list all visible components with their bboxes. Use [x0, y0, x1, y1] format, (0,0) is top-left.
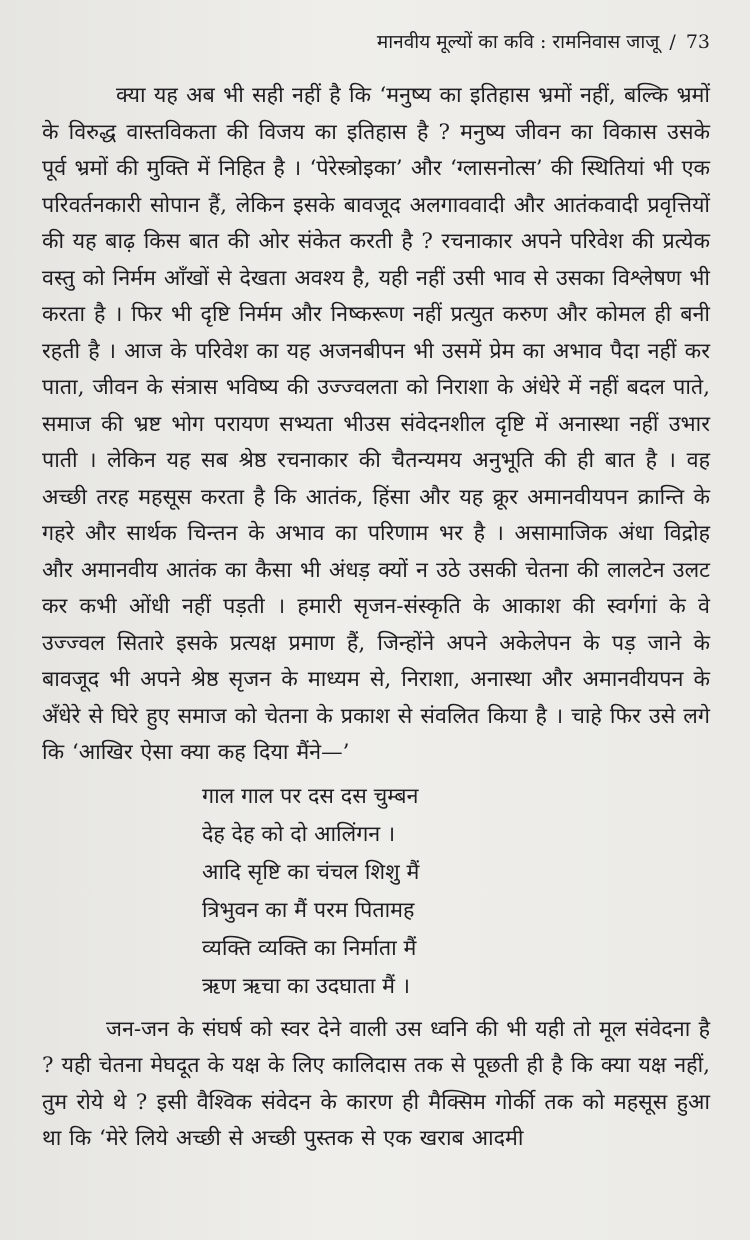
body-paragraph-2: जन-जन के संघर्ष को स्वर देने वाली उस ध्वनि की भी यही तो मूल संवेदना है ? यही चेतना मेघदूत के यक्ष के लिए कालिदास तक से पूछती ही है कि क्या यक्ष नहीं, तुम रोये थे ? इसी वैश्विक संवेदन के कारण ही मैक्सिम गोर्की तक को महसूस हुआ था कि ‘मेरे लिये अच्छी से अच्छी पुस्तक से एक खराब आदमी [42, 1016, 710, 1151]
running-title: मानवीय मूल्यों का कवि : रामनिवास जाजू [376, 31, 660, 53]
page-number: 73 [685, 31, 710, 53]
poem-line: गाल गाल पर दस दस चुम्बन [202, 783, 419, 809]
poem-line: त्रिभुवन का मैं परम पितामह [202, 897, 415, 923]
body-paragraph-1: क्या यह अब भी सही नहीं है कि ‘मनुष्य का इतिहास भ्रमों नहीं, बल्कि भ्रमों के विरुद्ध वास्तविकता की विजय का इतिहास है ? मनुष्य जीवन का विकास उसके पूर्व भ्रमों की मुक्ति में निहित है । ‘पेरेस्त्रोइका’ और ‘ग्लासनोत्स’ की स्थितियां भी एक परिवर्तनकारी सोपान हैं, लेकिन इसके बावजूद अलगाववादी और आतंकवादी प्रवृत्तियों की यह बाढ़ किस बात की ओर संकेत करती है ? रचनाकार अपने परिवेश की प्रत्येक वस्तु को निर्मम आँखों से देखता अवश्य है, यही नहीं उसी भाव से उसका विश्लेषण भी करता है । फिर भी दृष्टि निर्मम और निष्करूण नहीं प्रत्युत करुण और कोमल ही बनी रहती है । आज के परिवेश का यह अजनबीपन भी उसमें प्रेम का अभाव पैदा नहीं कर पाता, जीवन के संत्रास भविष्य की उज्ज्वलता को निराशा के अंधेरे में नहीं बदल पाते, समाज की भ्रष्ट भोग परायण सभ्यता भीउस संवेदनशील दृष्टि में अनास्था नहीं उभार पाती । लेकिन यह सब श्रेष्ठ रचनाकार की चैतन्यमय अनुभूति की ही बात है । वह अच्छी तरह महसूस करता है कि आतंक, हिंसा और यह क्रूर अमानवीयपन क्रान्ति के गहरे और सार्थक चिन्तन के अभाव का परिणाम भर है । असामाजिक अंधा विद्रोह और अमानवीय आतंक का कैसा भी अंधड़ क्यों न उठे उसकी चेतना की लालटेन उलट कर कभी ओंधी नहीं पड़ती । हमारी सृजन-संस्कृति के आकाश की स्वर्गगां के वे उज्ज्वल सितारे इसके प्रत्यक्ष प्रमाण हैं, जिन्होंने अपने अकेलेपन के पड़ जाने के बावजूद भी अपने श्रेष्ठ सृजन के माध्यम से, निराशा, अनास्था और अमानवीयपन के अँधेरे से घिरे हुए समाज को चेतना के प्रकाश से संवलित किया है । चाहे फिर उसे लगे कि ‘आखिर ऐसा क्या कह दिया मैंने—’ [42, 83, 710, 765]
running-head [42, 28, 710, 64]
header-separator: / [669, 31, 676, 53]
poem-line: आदि सृष्टि का चंचल शिशु मैं [202, 859, 420, 885]
poem-line: व्यक्ति व्यक्ति का निर्माता मैं [202, 935, 417, 961]
poem-line: देह देह को दो आलिंगन । [202, 821, 396, 847]
poem-quote [202, 778, 710, 1006]
poem-line: ऋण ऋचा का उदघाता मैं । [202, 973, 410, 999]
